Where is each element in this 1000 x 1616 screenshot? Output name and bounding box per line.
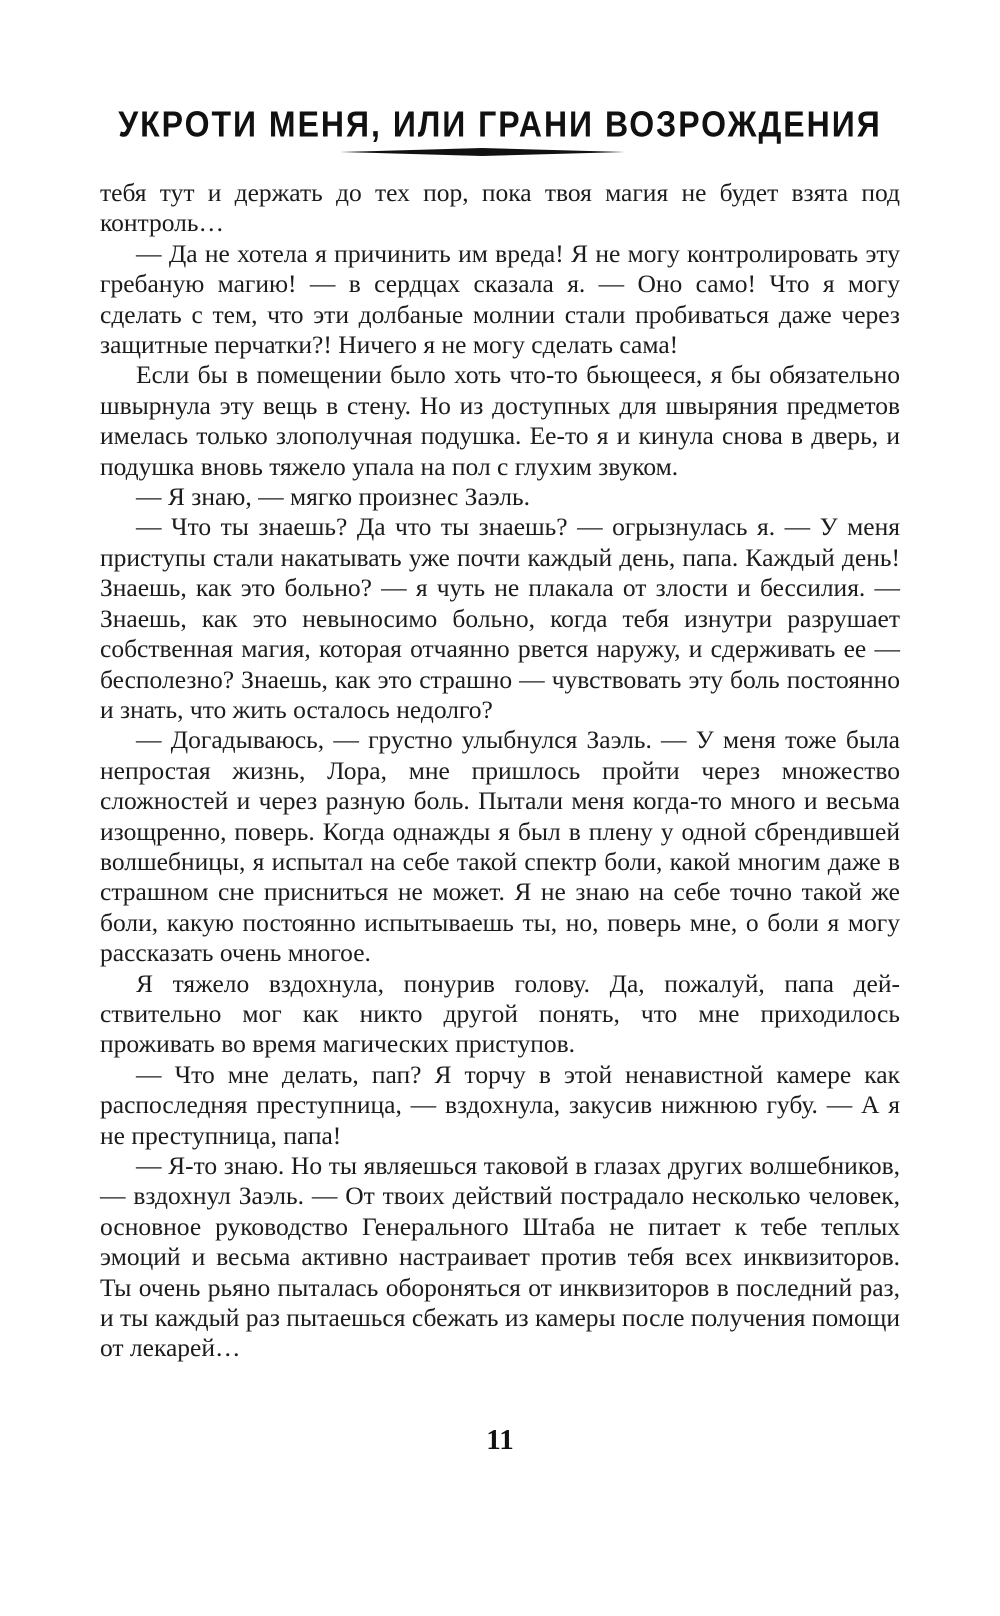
paragraph: — Что мне делать, пап? Я торчу в этой ненавистной камере как распоследняя преступница, — вздохнула, закусив нижнюю губу. — А я не преступница, папа! (100, 1059, 900, 1150)
running-head-title: УКРОТИ МЕНЯ, ИЛИ ГРАНИ ВОЗРОЖДЕНИЯ (118, 104, 882, 145)
paragraph: — Я знаю, — мягко произнес Заэль. (136, 482, 530, 512)
paragraph: — Догадываюсь, — грустно улыбнулся Заэль. — У меня тоже была непростая жизнь, Лора, мне пришлось пройти через множество сложностей и через разную боль. Пытали меня когда-то много и весьма изощренно, поверь. Когда однажды я был в плену у одной сбрендившей волшебницы, я испытал на себе такой спектр боли, какой многим даже в страшном сне присниться не может. Я не знаю на себе точно такой же боли, какую постоянно испытываешь ты, но, поверь мне, о боли я могу рассказать очень многое. (100, 725, 900, 968)
paragraph: Я тяжело вздохнула, понурив голову. Да, пожалуй, папа действительно мог как никто другой понять, что мне приходилось проживать во время магических приступов. (100, 968, 900, 1059)
paragraph: — Да не хотела я причинить им вреда! Я не могу контролировать эту гребаную магию! — в сердцах сказала я. — Оно само! Что я могу сделать с тем, что эти долбаные молнии стали пробиваться даже через защитные перчатки?! Ничего я не могу сделать сама! (100, 238, 900, 360)
paragraph: Если бы в помещении было хоть что-то бьющееся, я бы обязательно швырнула эту вещь в стену. Но из доступных для швыряния предметов имелась только злополучная подушка. Ее-то я и кинула снова в дверь, и подушка вновь тяжело упала на пол с глухим звуком. (100, 360, 900, 481)
paragraph: — Что ты знаешь? Да что ты знаешь? — огрызнулась я. — У меня приступы стали накатывать уже почти каждый день, папа. Каждый день! Знаешь, как это больно? — я чуть не плакала от злости и бессилия. — Знаешь, как это невыносимо больно, когда тебя изнутри разрушает собственная магия, которая отчаянно рвется наружу, и сдерживать ее — бесполезно? Знаешь, как это страшно — чувствовать эту боль постоянно и знать, что жить осталось недолго? (100, 512, 900, 724)
paragraph: тебя тут и держать до тех пор, пока твоя магия не будет взята под контроль… (100, 178, 900, 238)
page-number: 11 (486, 1424, 514, 1456)
body-text (100, 178, 900, 1364)
paragraph: — Я-то знаю. Но ты являешься таковой в глазах других волшебников, — вздохнул Заэль. — От твоих действий пострадало несколько человек, основное руководство Генерального Штаба не питает к тебе теплых эмоций и весьма активно настраивает против тебя всех инквизиторов. Ты очень рьяно пыталась обороняться от инквизиторов в последний раз, и ты каждый раз пытаешься сбежать из камеры после получения помощи от лекарей… (100, 1151, 900, 1363)
header-rule (340, 148, 625, 156)
